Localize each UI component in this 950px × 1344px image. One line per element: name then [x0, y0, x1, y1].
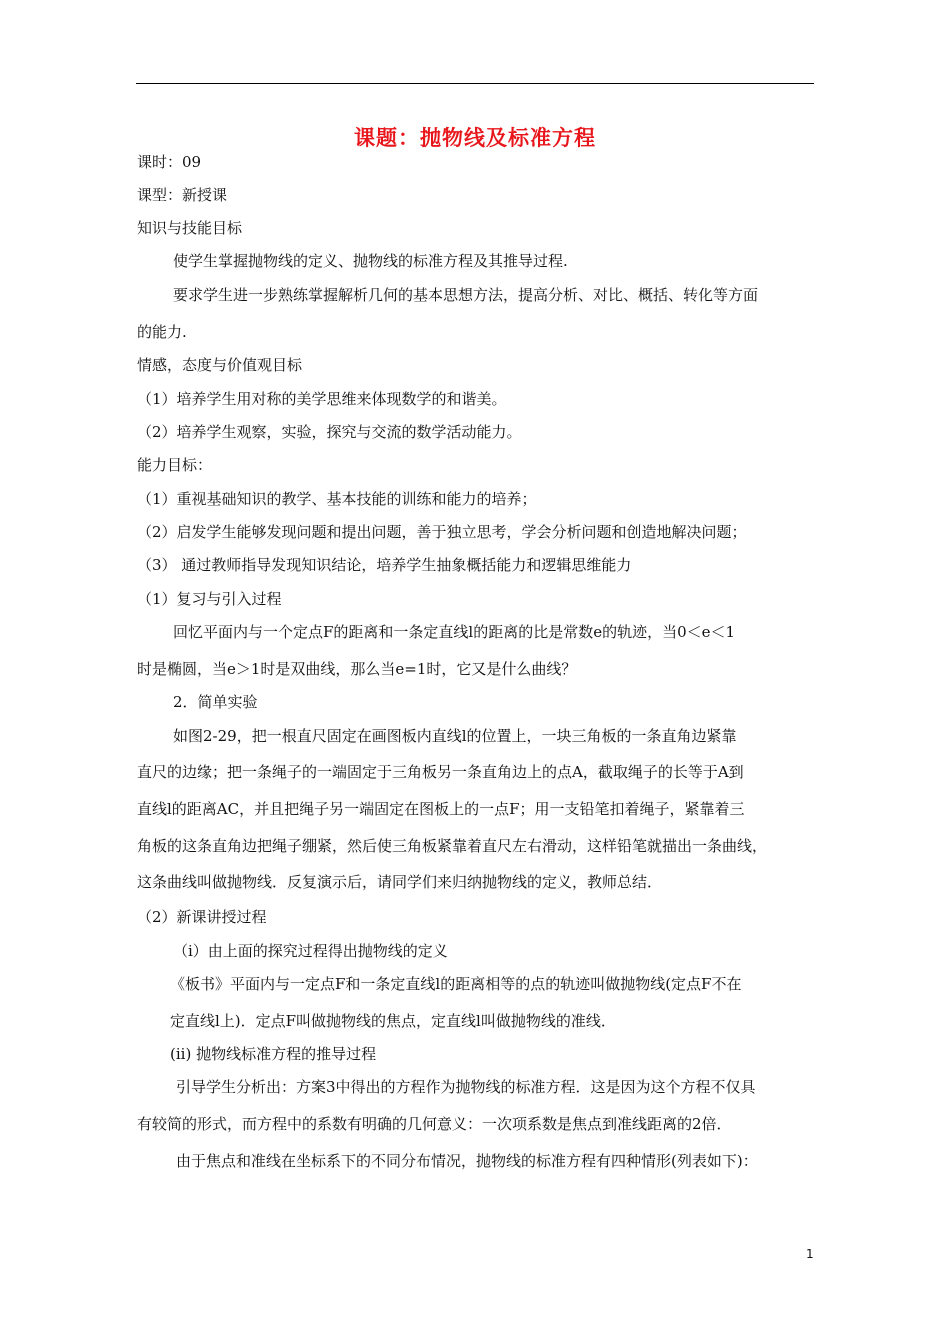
text-line: 的能力.: [137, 323, 187, 341]
text-line: 《板书》平面内与一定点F和一条定直线l的距离相等的点的轨迹叫做抛物线(定点F不在: [170, 975, 742, 993]
text-line: 定直线l上)．定点F叫做抛物线的焦点，定直线l叫做抛物线的准线．: [170, 1012, 616, 1030]
text-line: 课型：新授课: [137, 186, 228, 204]
text-line: 由于焦点和准线在坐标系下的不同分布情况，抛物线的标准方程有四种情形(列表如下)：: [176, 1152, 758, 1170]
text-line: (ii) 抛物线标准方程的推导过程: [170, 1045, 377, 1063]
text-line: （1）培养学生用对称的美学思维来体现数学的和谐美。: [137, 390, 507, 408]
text-line: （2）新课讲授过程: [137, 908, 267, 926]
text-line: （3） 通过教师指导发现知识结论，培养学生抽象概括能力和逻辑思维能力: [137, 556, 632, 574]
text-line: （2）启发学生能够发现问题和提出问题，善于独立思考，学会分析问题和创造地解决问题；: [137, 523, 747, 541]
text-line: 这条曲线叫做抛物线．反复演示后，请同学们来归纳抛物线的定义，教师总结．: [137, 873, 663, 891]
text-line: 有较简的形式，而方程中的系数有明确的几何意义：一次项系数是焦点到准线距离的2倍．: [137, 1115, 732, 1133]
text-line: 时是椭圆，当e＞1时是双曲线，那么当e=1时，它又是什么曲线？: [137, 660, 577, 678]
text-line: （1）复习与引入过程: [137, 590, 282, 608]
text-line: 直尺的边缘；把一条绳子的一端固定于三角板另一条直角边上的点A，截取绳子的长等于A到: [137, 763, 744, 781]
text-line: 使学生掌握抛物线的定义、抛物线的标准方程及其推导过程.: [173, 252, 568, 270]
text-line: 能力目标：: [137, 456, 213, 474]
page-title: 课题：抛物线及标准方程: [354, 126, 596, 150]
text-line: 直线l的距离AC，并且把绳子另一端固定在图板上的一点F；用一支铅笔扣着绳子，紧靠着三: [137, 800, 745, 818]
text-line: 要求学生进一步熟练掌握解析几何的基本思想方法，提高分析、对比、概括、转化等方面: [173, 286, 759, 304]
text-line: （i）由上面的探究过程得出抛物线的定义: [173, 942, 448, 960]
text-line: （2）培养学生观察，实验，探究与交流的数学活动能力。: [137, 423, 522, 441]
text-line: 角板的这条直角边把绳子绷紧，然后使三角板紧靠着直尺左右滑动，这样铅笔就描出一条曲线，: [137, 837, 768, 855]
page-number: 1: [806, 1247, 814, 1261]
text-line: 知识与技能目标: [137, 219, 243, 237]
text-line: 如图2-29，把一根直尺固定在画图板内直线l的位置上，一块三角板的一条直角边紧靠: [173, 727, 737, 745]
text-line: 情感，态度与价值观目标: [137, 356, 303, 374]
header-rule: [136, 83, 814, 84]
text-line: 2．简单实验: [173, 693, 258, 711]
text-line: 回忆平面内与一个定点F的距离和一条定直线l的距离的比是常数e的轨迹，当0＜e＜1: [173, 623, 736, 641]
text-line: （1）重视基础知识的教学、基本技能的训练和能力的培养；: [137, 490, 537, 508]
text-line: 引导学生分析出：方案3中得出的方程作为抛物线的标准方程．这是因为这个方程不仅具: [176, 1078, 756, 1096]
text-line: 课时：09: [137, 153, 202, 171]
